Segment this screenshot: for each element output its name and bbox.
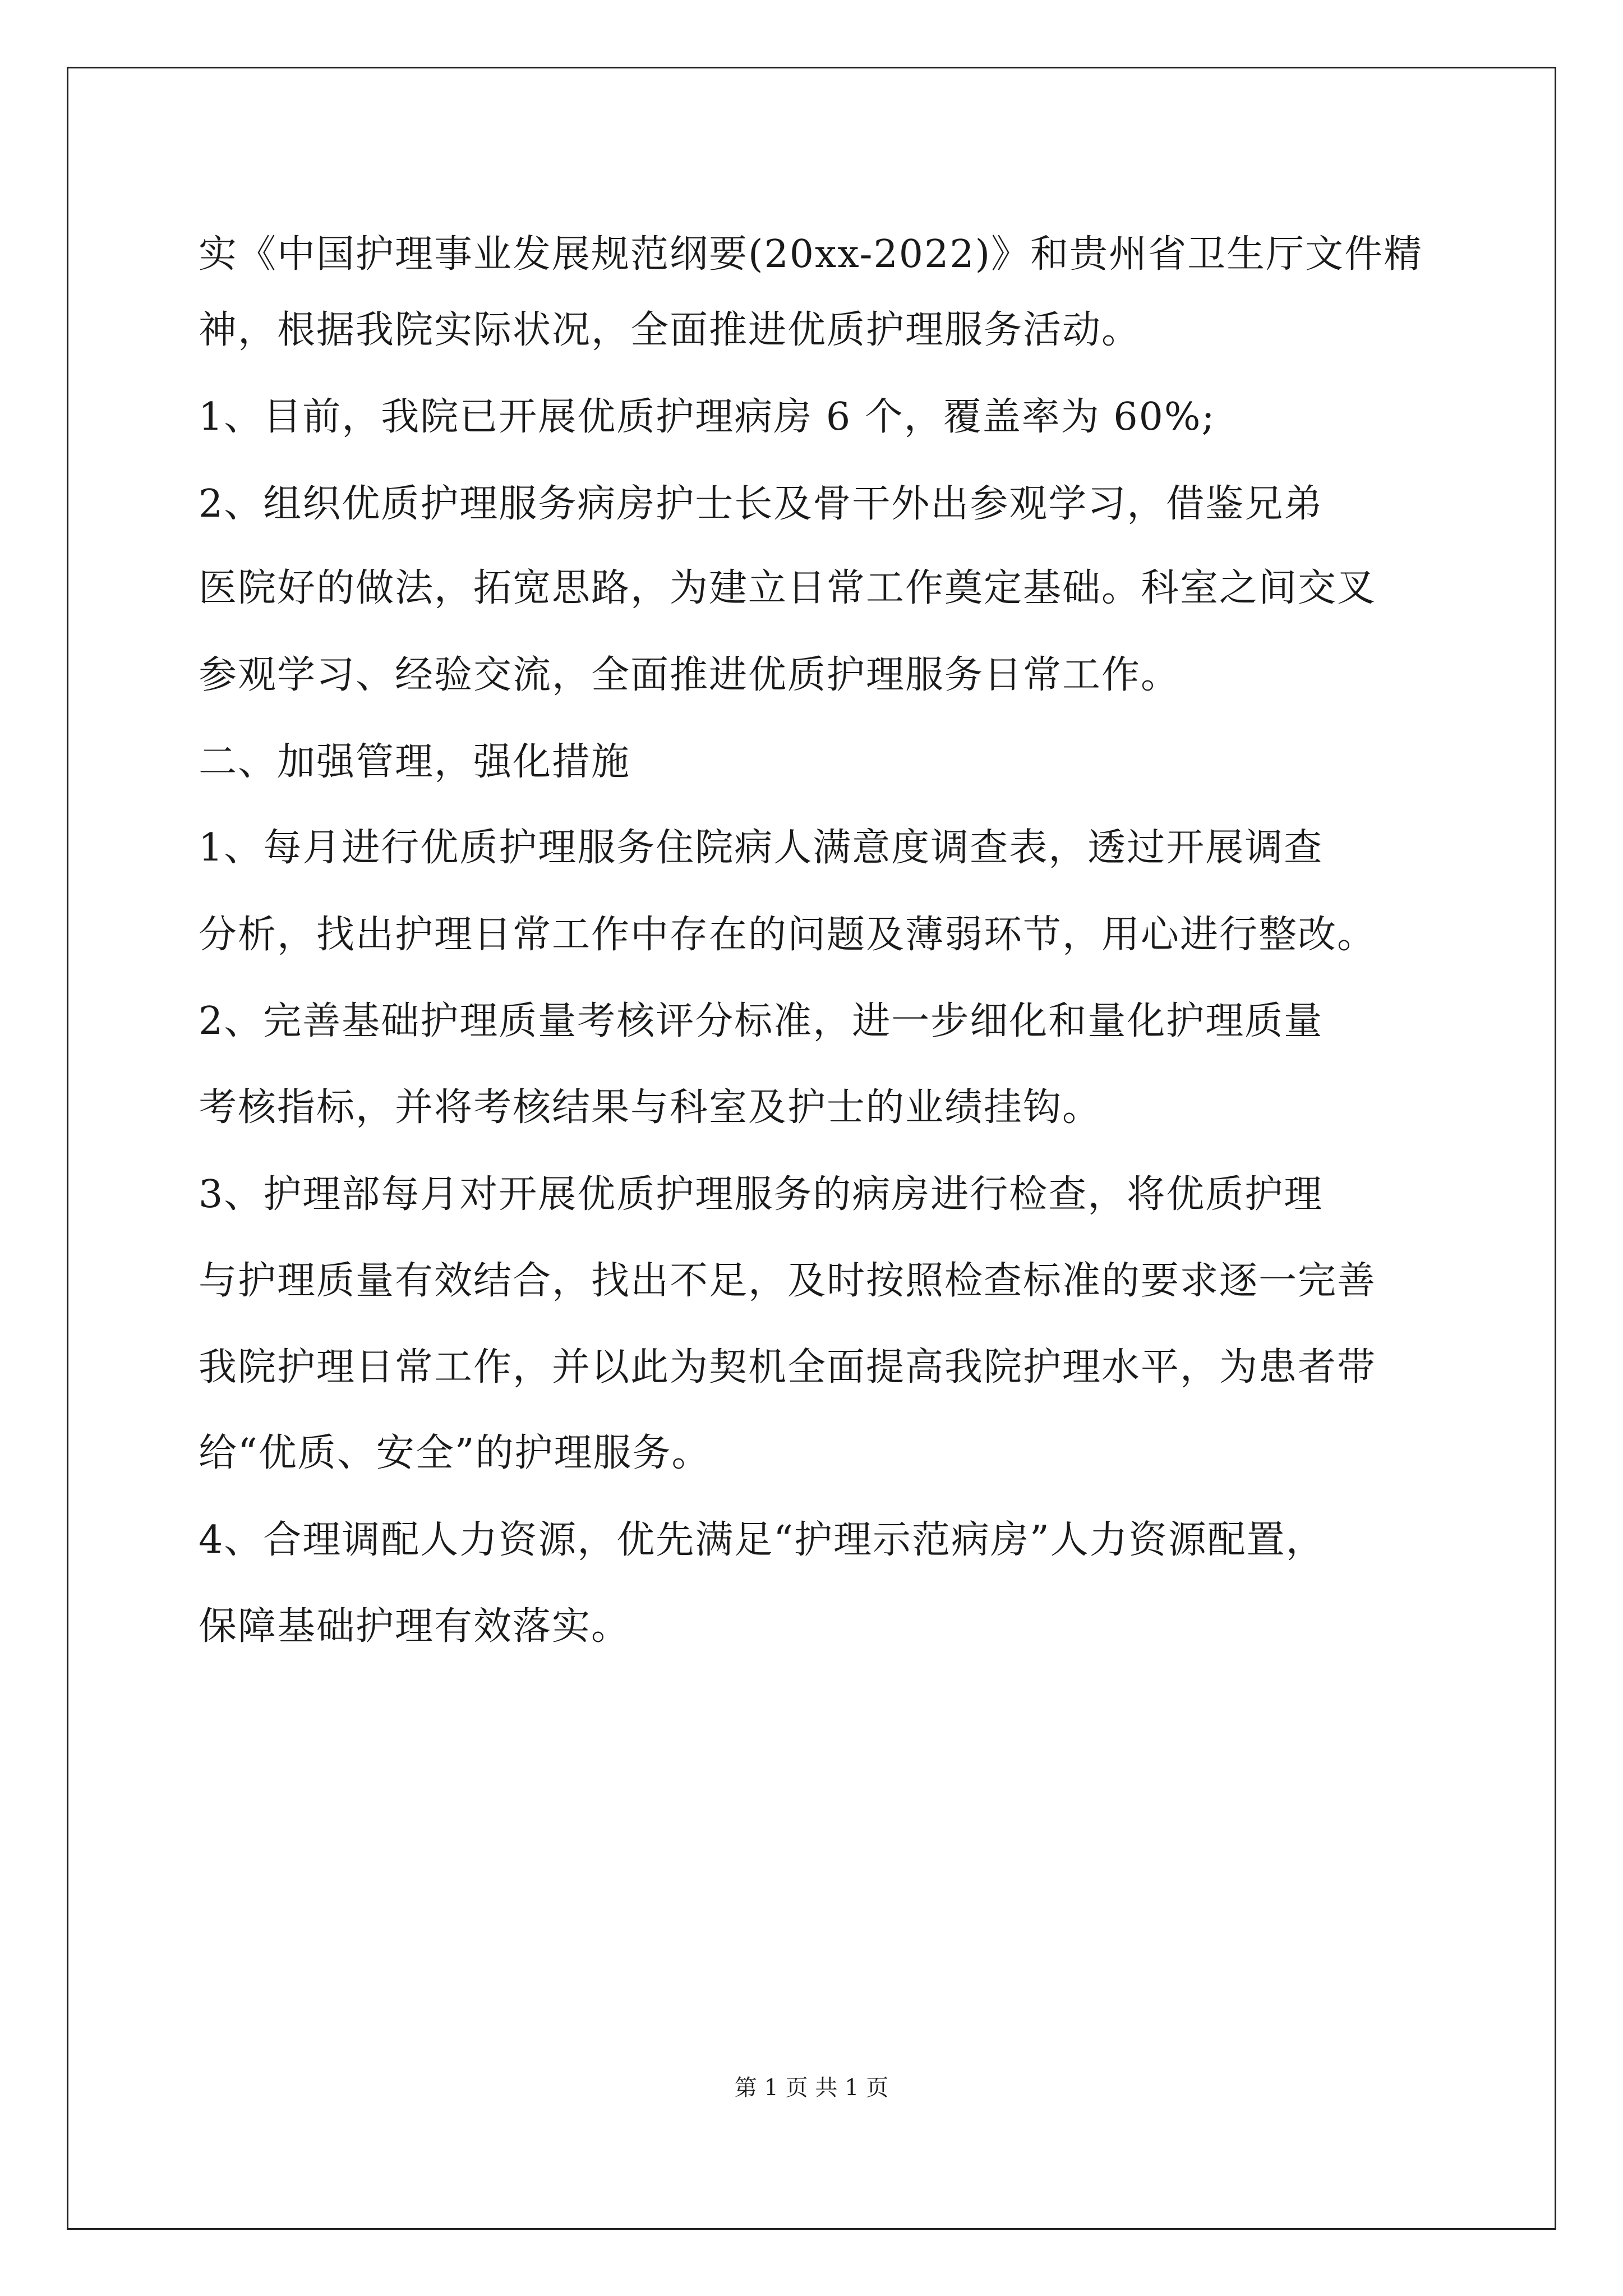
paragraph-line: 给“优质、安全”的护理服务。 — [199, 1431, 711, 1475]
paragraph-line: 我院护理日常工作，并以此为契机全面提高我院护理水平，为患者带 — [199, 1345, 1377, 1389]
paragraph-line: 2、完善基础护理质量考核评分标准，进一步细化和量化护理质量 — [199, 999, 1324, 1043]
paragraph-line: 参观学习、经验交流，全面推进优质护理服务日常工作。 — [199, 653, 1181, 697]
paragraph-line: 4、合理调配人力资源，优先满足“护理示范病房”人力资源配置， — [199, 1518, 1325, 1562]
paragraph-line: 1、每月进行优质护理服务住院病人满意度调查表，透过开展调查 — [199, 826, 1324, 870]
paragraph-line: 医院好的做法，拓宽思路，为建立日常工作奠定基础。科室之间交叉 — [199, 566, 1377, 610]
paragraph-line: 保障基础护理有效落实。 — [199, 1604, 631, 1649]
paragraph-line: 神，根据我院实际状况，全面推进优质护理服务活动。 — [199, 308, 1141, 352]
paragraph-line: 实《中国护理事业发展规范纲要(20xx-2022)》和贵州省卫生厅文件精 — [199, 232, 1423, 277]
paragraph-line: 3、护理部每月对开展优质护理服务的病房进行检查，将优质护理 — [199, 1172, 1324, 1217]
paragraph-line: 与护理质量有效结合，找出不足，及时按照检查标准的要求逐一完善 — [199, 1259, 1377, 1303]
paragraph-line: 考核指标，并将考核结果与科室及护士的业绩挂钩。 — [199, 1085, 1102, 1130]
paragraph-line: 分析，找出护理日常工作中存在的问题及薄弱环节，用心进行整改。 — [199, 913, 1377, 957]
paragraph-line: 1、目前，我院已开展优质护理病房 6 个，覆盖率为 60%; — [199, 395, 1216, 439]
section-heading: 二、加强管理，强化措施 — [199, 740, 631, 784]
paragraph-line: 2、组织优质护理服务病房护士长及骨干外出参观学习，借鉴兄弟 — [199, 482, 1324, 526]
document-body — [199, 0, 1432, 2132]
page-number-footer: 第 1 页 共 1 页 — [734, 2075, 889, 2101]
